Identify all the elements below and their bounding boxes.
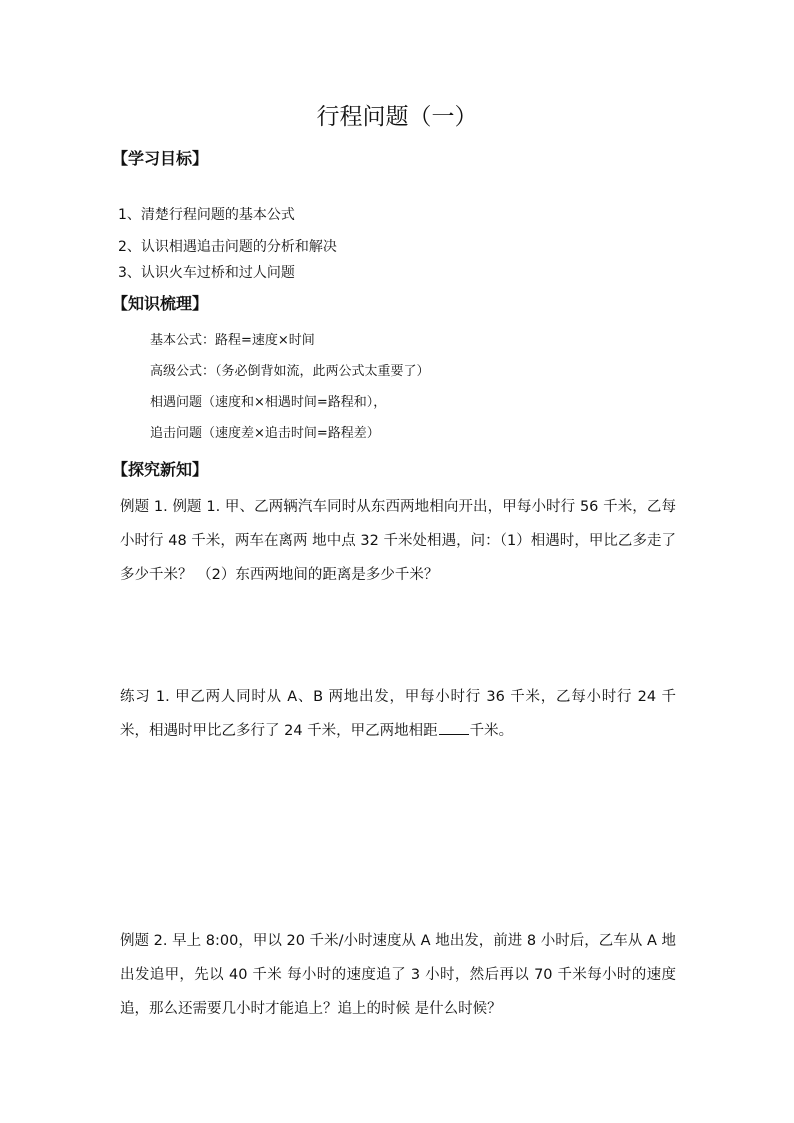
- page-title: 行程问题（一）: [316, 104, 478, 130]
- formula-advanced: 高级公式：（务必倒背如流，此两公式太重要了）: [150, 364, 430, 379]
- practice-1-after: 千米。: [469, 723, 514, 739]
- practice-1-before: 练习 1. 甲乙两人同时从 A、B 两地出发，甲每小时行 36 千米，乙每小时行 24 千米，相遇时甲比乙多行了 24 千米，甲乙两地相距: [120, 689, 676, 739]
- goal-item-3: 3、认识火车过桥和过人问题: [118, 265, 295, 281]
- knowledge-review-heading: 【知识梳理】: [112, 294, 209, 313]
- goal-item-1: 1、清楚行程问题的基本公式: [118, 207, 295, 223]
- learning-goals-heading: 【学习目标】: [112, 149, 209, 168]
- formula-chasing: 追击问题（速度差×追击时间=路程差）: [150, 426, 380, 441]
- answer-blank: [439, 733, 469, 735]
- practice-1-text: [120, 680, 676, 748]
- goal-item-2: 2、认识相遇追击问题的分析和解决: [118, 239, 337, 255]
- example-2-text: 例题 2. 早上 8:00，甲以 20 千米/小时速度从 A 地出发，前进 8 小时后，乙车从 A 地出发追甲，先以 40 千米 每小时的速度追了 3 小时，然后再以 70 千米每小时的速度追，那么还需要几小时才能追上？追上的时候 是什么时候？: [120, 933, 676, 1017]
- example-1-text: 例题 1. 例题 1. 甲、乙两辆汽车同时从东西两地相向开出，甲每小时行 56 千米，乙每小时行 48 千米，两车在离两 地中点 32 千米处相遇，问：（1）相遇时，甲比乙多走了多少千米？ （2）东西两地间的距离是多少千米？: [120, 499, 676, 583]
- formula-basic: 基本公式：路程=速度×时间: [150, 333, 315, 348]
- formula-meeting: 相遇问题（速度和×相遇时间=路程和），: [150, 395, 387, 410]
- explore-new-heading: 【探究新知】: [112, 460, 209, 479]
